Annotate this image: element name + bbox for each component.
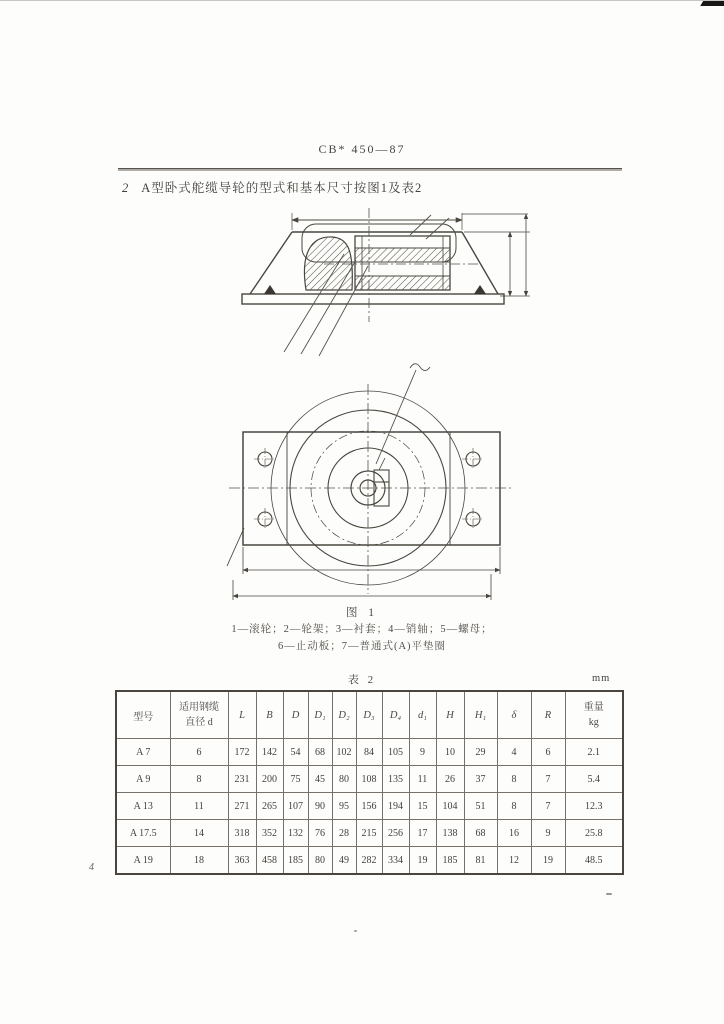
cell-dimension: 80 xyxy=(308,847,332,875)
table-row xyxy=(116,793,623,820)
cell-dimension: 7 xyxy=(531,766,565,793)
cell-dimension: 95 xyxy=(332,793,356,820)
dimension-lines-bottom xyxy=(227,528,500,600)
cell-rope-diameter: 18 xyxy=(170,847,228,875)
table-label: 表 2 xyxy=(347,674,377,686)
section-text: A型卧式舵缆导轮的型式和基本尺寸按图1及表2 xyxy=(141,181,423,195)
cell-dimension: 104 xyxy=(436,793,464,820)
cell-dimension: 142 xyxy=(256,739,283,766)
cell-weight: 48.5 xyxy=(565,847,623,875)
cell-dimension: 172 xyxy=(228,739,256,766)
cell-model: A 17.5 xyxy=(116,820,170,847)
cell-dimension: 8 xyxy=(497,766,531,793)
cell-rope-diameter: 14 xyxy=(170,820,228,847)
col-dim: R xyxy=(531,691,565,739)
cell-dimension: 45 xyxy=(308,766,332,793)
dimension-lines-right xyxy=(462,214,530,296)
cell-dimension: 9 xyxy=(531,820,565,847)
cell-dimension: 68 xyxy=(308,739,332,766)
cell-dimension: 363 xyxy=(228,847,256,875)
cell-dimension: 15 xyxy=(409,793,436,820)
standard-code: CB* 450—87 xyxy=(318,142,406,156)
cell-dimension: 334 xyxy=(382,847,409,875)
col-weight xyxy=(565,691,623,739)
cell-rope-diameter: 11 xyxy=(170,793,228,820)
scan-speck xyxy=(354,930,357,932)
cell-dimension: 156 xyxy=(356,793,382,820)
cell-model: A 9 xyxy=(116,766,170,793)
cell-dimension: 138 xyxy=(436,820,464,847)
cell-dimension: 90 xyxy=(308,793,332,820)
cell-dimension: 16 xyxy=(497,820,531,847)
col-dim: δ xyxy=(497,691,531,739)
cell-dimension: 318 xyxy=(228,820,256,847)
col-dim: L xyxy=(228,691,256,739)
cell-dimension: 107 xyxy=(283,793,308,820)
col-dim: B xyxy=(256,691,283,739)
cell-dimension: 11 xyxy=(409,766,436,793)
unit-label: mm xyxy=(592,673,611,684)
cell-dimension: 68 xyxy=(464,820,497,847)
cell-model: A 7 xyxy=(116,739,170,766)
col-dim: D xyxy=(283,691,308,739)
cell-dimension: 185 xyxy=(283,847,308,875)
cell-dimension: 80 xyxy=(332,766,356,793)
cell-weight: 5.4 xyxy=(565,766,623,793)
col-dim: H xyxy=(436,691,464,739)
cell-dimension: 49 xyxy=(332,847,356,875)
page-margin-mark: 4 xyxy=(89,862,94,873)
col-dim: d₁ xyxy=(409,691,436,739)
header-rule xyxy=(118,168,622,171)
cell-dimension: 215 xyxy=(356,820,382,847)
plan-view-drawing xyxy=(225,358,515,604)
col-dim: D₄ xyxy=(382,691,409,739)
cell-dimension: 282 xyxy=(356,847,382,875)
cell-dimension: 51 xyxy=(464,793,497,820)
cell-dimension: 352 xyxy=(256,820,283,847)
cell-model: A 19 xyxy=(116,847,170,875)
scan-speck xyxy=(606,893,612,895)
cell-dimension: 19 xyxy=(409,847,436,875)
roller-assembly xyxy=(304,236,450,290)
col-model: 型号 xyxy=(116,691,170,739)
cell-rope-diameter: 6 xyxy=(170,739,228,766)
cell-dimension: 135 xyxy=(382,766,409,793)
plan-leader-line xyxy=(376,364,430,464)
cell-weight: 25.8 xyxy=(565,820,623,847)
cell-dimension: 17 xyxy=(409,820,436,847)
section-number: 2 xyxy=(122,181,130,195)
cell-dimension: 265 xyxy=(256,793,283,820)
col-dim: H₁ xyxy=(464,691,497,739)
cell-rope-diameter: 8 xyxy=(170,766,228,793)
cell-dimension: 194 xyxy=(382,793,409,820)
col-rope-diameter xyxy=(170,691,228,739)
col-dim: D₃ xyxy=(356,691,382,739)
col-weight-line1: 重量 xyxy=(583,702,604,713)
cell-dimension: 256 xyxy=(382,820,409,847)
table-header-row xyxy=(116,691,623,739)
cell-weight: 2.1 xyxy=(565,739,623,766)
elevation-view-drawing xyxy=(228,202,540,364)
figure-caption-line1: 1—滚轮；2—轮架；3—衬套；4—销轴；5—螺母； xyxy=(231,624,493,635)
cell-model: A 13 xyxy=(116,793,170,820)
cell-dimension: 12 xyxy=(497,847,531,875)
cell-dimension: 84 xyxy=(356,739,382,766)
spec-table xyxy=(115,690,624,875)
cell-weight: 12.3 xyxy=(565,793,623,820)
figure-caption-line2: 6—止动板；7—普通式(A)平垫圈 xyxy=(277,641,447,652)
cell-dimension: 9 xyxy=(409,739,436,766)
col-rope-line2: 直径 d xyxy=(185,717,213,728)
cell-dimension: 76 xyxy=(308,820,332,847)
col-weight-line2: kg xyxy=(588,717,599,728)
section-heading xyxy=(122,178,422,196)
spec-table-body xyxy=(116,739,623,875)
cell-dimension: 4 xyxy=(497,739,531,766)
table-row xyxy=(116,847,623,875)
cell-dimension: 6 xyxy=(531,739,565,766)
cell-dimension: 81 xyxy=(464,847,497,875)
cell-dimension: 132 xyxy=(283,820,308,847)
cell-dimension: 10 xyxy=(436,739,464,766)
col-dim: D₁ xyxy=(308,691,332,739)
col-dim: D₂ xyxy=(332,691,356,739)
cell-dimension: 19 xyxy=(531,847,565,875)
cell-dimension: 200 xyxy=(256,766,283,793)
table-row xyxy=(116,820,623,847)
cell-dimension: 231 xyxy=(228,766,256,793)
cell-dimension: 28 xyxy=(332,820,356,847)
cell-dimension: 458 xyxy=(256,847,283,875)
table-row xyxy=(116,766,623,793)
col-rope-line1: 适用钢缆 xyxy=(179,702,219,713)
scan-top-edge xyxy=(0,0,724,1)
cell-dimension: 8 xyxy=(497,793,531,820)
cell-dimension: 29 xyxy=(464,739,497,766)
cell-dimension: 54 xyxy=(283,739,308,766)
figure-label: 图 1 xyxy=(345,607,379,619)
cell-dimension: 37 xyxy=(464,766,497,793)
cell-dimension: 185 xyxy=(436,847,464,875)
cell-dimension: 105 xyxy=(382,739,409,766)
cell-dimension: 271 xyxy=(228,793,256,820)
cell-dimension: 108 xyxy=(356,766,382,793)
table-row xyxy=(116,739,623,766)
cell-dimension: 75 xyxy=(283,766,308,793)
cell-dimension: 7 xyxy=(531,793,565,820)
cell-dimension: 26 xyxy=(436,766,464,793)
cell-dimension: 102 xyxy=(332,739,356,766)
